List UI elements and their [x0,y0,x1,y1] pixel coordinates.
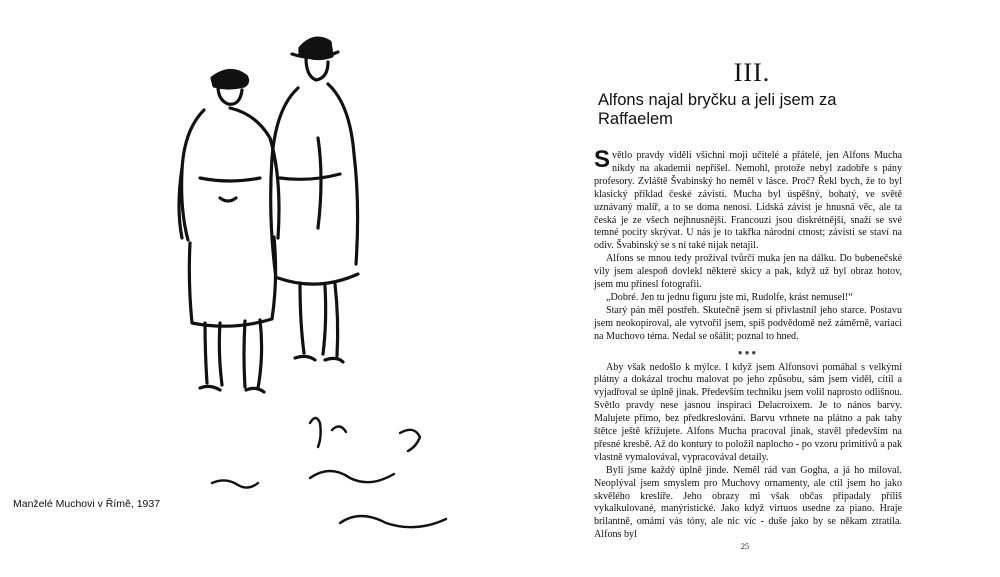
woman-figure [179,70,279,392]
section-separator: ●●● [737,347,759,357]
paragraph-4: Starý pán měl postřeh. Skutečně jsem si přivlastnil jeho starce. Postavu jsem neokopíroval, ale vytvořil jsem, spíš podvědomě než záměrně, variaci na Muchovo téma. Nedal se ošálit; poznal to hned. [594,304,902,342]
paragraph-6: Byli jsme každý úplně jinde. Neměl rád van Gogha, a já ho miloval. Neoplýval jsem smyslem pro Muchovy ornamenty, ale ctil jsem ho jako skvělého kreslíře. Jeho obrazy mi však občas připadaly příliš vykalkulované, manýristické. Jako když virtuos usedne za piano. Hraje brilantně, omámí vás tóny, ale nic víc - duše jako by se někam ztratila. Alfons byl [594,464,902,541]
photo-caption: Manželé Muchovi v Římě, 1937 [13,498,161,510]
paragraph-1: Světlo pravdy viděli všichni moji učitelé a přátelé, jen Alfons Mucha nikdy na akademii nepříšel. Nemohl, protože nebyl zadobře s pány profesory. Zvláště Švabinský ho neměl v lásce. Proč? Řekl bych, že to byl klasický příklad české závisti. Mucha byl úspěšný, bohatý, ve světě uznávaný malíř, a to se doma nenosí. Lidská závist je hnusná věc, ale ta česká je ze všech nejhnusnější. Francouzi jsou diskrétnější, snaží se své temné pocity skrývat. U nás je to takřka národní ctnost; závisti se staví na odiv. Švabinský se s ní také nijak netajil. [594,146,902,252]
man-figure [271,38,358,362]
paragraph-3: „Dobré. Jen tu jednu figuru jste mi, Rudolfe, krást nemusel!“ [606,291,853,303]
drop-cap: S [594,146,611,173]
paragraph-5: Aby však nedošlo k mýlce. I když jsem Alfonsovi pomáhal s velkými plátny a dokázal trochu malovat po jeho způsobu, sám jsem viděl, cítil a vyjadřoval se úplně jinak. Především techniku jsem volil naprosto odlišnou. Světlo pravdy nese jasnou inspiraci Delacroixem. Je to nános barvy. Malujete přímo, bez předkreslování. Barvu vrhnete na plátno a pak tahy štětce ještě křížujete. Alfons Mucha pracoval jinak, stavěl především na přesné kresbě. Až do kontury to položil naplocho - po vzoru primitivů a pak vlastně vymalovával, vypracovával detaily. [594,361,902,463]
sketch-illustration [160,28,500,548]
chapter-number: III. [733,58,771,87]
chapter-title: Alfons najal bryčku a jeli jsem za Raffaelem [598,91,837,128]
body-text [594,146,902,542]
paragraph-2: Alfons se mnou tedy prožíval tvůrčí muka jen na dálku. Do bubenečské vily jsem alespoň dovlekl některé skicy a pak, když už byl obraz hotov, jsem mu přinesl fotografii. [594,253,902,291]
page-number: 25 [741,542,749,551]
